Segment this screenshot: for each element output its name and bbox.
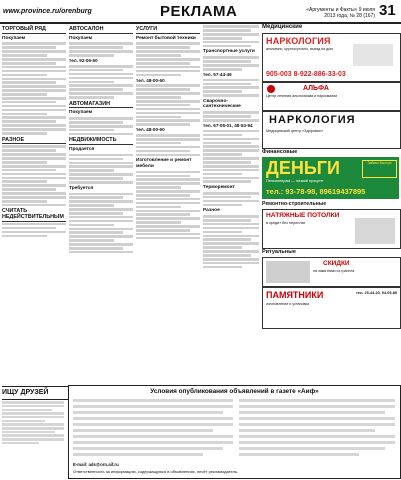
text-line [69,208,133,211]
text-line [69,88,123,91]
subheading-trebuetsya: Требуется [69,185,94,191]
text-line [2,153,66,156]
text-line [2,116,66,119]
ad-title: НАРКОЛОГИЯ [269,114,356,126]
text-line [239,405,395,408]
subheading-pokupaem: Покупаем [69,110,93,116]
text-line [73,411,223,414]
text-line [2,438,64,441]
ad-phone: тел. 57-44-46 [203,71,232,77]
text-line [203,45,251,48]
ad-rail [262,24,399,380]
text-line [239,435,395,438]
heading-avtosalon: АВТОСАЛОН [69,27,133,34]
heading-uslugi: УСЛУГИ [136,27,200,34]
text-line [136,146,200,149]
page-header [0,0,401,24]
text-line [69,177,123,180]
ad-narkologiya[interactable] [262,33,401,82]
text-line [203,204,242,207]
text-line [2,161,47,164]
text-line [203,169,259,172]
text-line [203,215,259,218]
site-url[interactable]: www.province.ru/orenburg [3,8,92,15]
monument-photo [266,261,310,283]
text-line [136,46,190,49]
text-line [69,125,133,128]
column-1 [2,24,66,384]
text-line [2,442,39,445]
text-line [2,105,66,108]
notice-text [2,400,64,462]
text-line [2,62,56,65]
text-line [136,138,200,141]
rail-heading-medical: Медицинские [262,24,303,30]
text-line [136,104,190,107]
text-line [136,70,200,73]
text-line [203,138,259,141]
text-line [136,112,200,115]
text-line [2,165,66,168]
text-line [69,239,114,242]
text-line [136,50,200,53]
text-line [2,196,66,199]
text-line [69,162,133,165]
text-line [69,84,133,87]
text-line [136,66,200,69]
text-line [203,119,259,122]
text-line [136,210,200,213]
heading-raznoe: РАЗНОЕ [2,138,66,145]
rail-heading-finance: Финансовые [262,149,298,155]
text-line [203,223,259,226]
rail-heading-ritual: Ритуальные [262,249,296,255]
text-line [136,58,200,61]
ad-badge: Займы быстро [362,160,397,178]
text-line [136,108,200,111]
text-line [136,217,200,220]
text-line [203,242,259,245]
text-line [69,212,123,215]
ad-title: ДЕНЬГИ [266,158,340,178]
text-line [239,441,395,444]
ad-subtitle: анонимно, круглосуточно, выезд на дом [266,47,333,51]
text-line [69,196,123,199]
column-2 [69,24,133,384]
text-line [2,204,66,207]
text-line [136,92,200,95]
text-line [2,145,66,148]
ad-title: ПАМЯТНИКИ [266,290,324,300]
text-line [2,420,45,423]
text-line [203,90,242,93]
text-line [2,70,66,73]
text-line [69,46,123,49]
text-line [2,74,47,77]
text-line [203,266,242,269]
heading-schitat-nedeystvitelnym: СЧИТАТЬ НЕДЕЙСТВИТЕЛЬНЫМ [2,209,66,221]
text-line [2,405,64,408]
ad-phone: тел. 48-00-60 [136,127,165,133]
text-line [2,128,66,131]
text-line [203,111,259,114]
text-line [239,411,385,414]
text-line [69,169,114,172]
text-line [2,431,55,434]
ad-subtitle: изготовление и установка [266,302,310,306]
text-line [136,134,200,137]
text-line [203,238,251,241]
text-line [203,142,251,145]
text-line [2,93,47,96]
text-line [69,121,123,124]
text-line [136,237,200,240]
text-line [203,130,259,133]
text-line [69,216,133,219]
section-heading: ИЩУ ДРУЗЕЙ [2,389,49,396]
subheading-prodaetsya: Продается [69,146,95,152]
text-line [2,184,66,187]
ad-phone: тел. 92-06-50 [69,58,98,64]
ad-title: АЛЬФА [303,85,329,92]
text-line [2,85,66,88]
text-line [136,119,200,122]
ad-subtitle: в кредит без переплат [266,221,306,225]
ad-potolki[interactable] [262,209,401,249]
text-line [2,231,66,234]
text-line [69,117,133,120]
text-line [69,77,133,80]
text-line [2,409,52,412]
column-4 [203,24,259,384]
text-line [239,423,395,426]
text-line [2,401,64,404]
text-line [2,223,66,226]
text-line [2,192,66,195]
text-line [136,198,200,201]
text-line [203,246,242,249]
text-line [136,175,190,178]
text-line [136,54,181,57]
text-line [73,453,203,456]
text-line [2,89,66,92]
text-line [136,123,190,126]
text-line [69,181,133,184]
text-line [136,100,200,103]
text-line [69,154,133,157]
text-line [2,173,66,176]
ad-subtitle: Центр лечения алкоголизма и наркомании [266,94,338,98]
text-line [2,109,66,112]
column-3 [136,24,200,384]
text-line [203,86,259,89]
text-line [136,206,181,209]
text-line [2,66,66,69]
ad-subtitle: Медицинский центр «Здоровье» [266,129,324,133]
text-line [2,120,56,123]
text-line [203,153,242,156]
text-line [203,231,242,234]
text-line [136,74,181,77]
text-line [203,192,259,195]
text-line [69,251,133,254]
text-line [203,173,242,176]
text-line [69,81,114,84]
subheading-mebel: Изготовление и ремонт мебели [136,158,192,169]
text-line [203,227,259,230]
text-line [2,81,56,84]
subheading-remont-tekhniki: Ремонт бытовой техники [136,35,196,41]
text-line [69,247,123,250]
text-line [203,94,259,97]
text-line [2,46,56,49]
text-line [2,78,66,81]
ad-title: СКИДКИ [323,260,350,267]
text-line [239,453,359,456]
text-line [69,65,133,68]
text-line [69,173,133,176]
conditions-email[interactable]: E-mail: ads@orn.aif.ru [73,462,119,467]
text-line [136,88,190,91]
text-line [2,169,56,172]
text-line [2,177,66,180]
text-line [136,194,190,197]
text-line [2,97,66,100]
text-line [2,113,47,116]
text-line [203,219,251,222]
text-line [203,60,251,63]
cross-icon [267,85,275,93]
text-line [69,96,114,99]
ad-alfa[interactable] [262,82,401,111]
text-line [69,54,114,57]
text-line [69,73,133,76]
text-line [136,233,200,236]
text-line [203,200,259,203]
text-line [136,84,200,87]
text-line [73,435,233,438]
text-line [69,235,133,238]
ad-narkologia-center[interactable] [262,111,401,149]
subheading-pokupaem: Покупаем [69,35,93,41]
ad-dengi[interactable] [262,157,399,199]
clinic-photo [353,44,393,66]
text-line [136,182,200,185]
text-line [69,42,133,45]
text-line [136,202,200,205]
text-line [136,150,190,153]
section-title: РЕКЛАМА [160,3,238,20]
text-line [69,133,133,136]
text-line [69,243,133,246]
text-line [203,250,259,253]
text-line [203,235,259,238]
text-line [2,54,47,57]
text-line [2,412,64,415]
ad-subtitle: на памятники из гранита [313,269,355,273]
text-line [73,441,233,444]
heading-avtomagazin: АВТОМАГАЗИН [69,102,133,109]
text-line [203,196,251,199]
text-line [136,154,200,157]
text-line [136,190,200,193]
text-line [203,149,259,152]
ad-phone: тел.: 93-78-98, 89619437895 [266,187,366,196]
text-line [203,68,242,71]
ad-pamyatniki[interactable] [262,287,401,329]
text-line [136,142,181,145]
conditions-box [68,385,401,479]
ad-title: НАТЯЖНЫЕ ПОТОЛКИ [266,212,340,219]
text-line [136,171,200,174]
text-line [73,417,233,420]
heading-nedvizhimost: НЕДВИЖИМОСТЬ [69,138,133,145]
text-line [2,434,64,437]
text-line [239,399,395,402]
text-line [136,229,190,232]
text-line [2,157,66,160]
text-line [69,231,123,234]
text-line [136,42,200,45]
text-line [136,116,181,119]
text-line [136,96,181,99]
text-line [2,188,56,191]
text-line [203,161,251,164]
text-line [203,165,259,168]
text-line [2,235,47,238]
text-line [2,180,47,183]
text-line [73,429,213,432]
text-line [2,427,64,430]
text-line [136,221,181,224]
text-line [203,115,251,118]
text-line [2,58,66,61]
text-line [203,258,259,261]
text-line [203,254,251,257]
ceiling-photo [355,218,395,244]
text-line [69,193,133,196]
text-line [203,145,259,148]
rail-heading-repair: Ремонтно-строительные [262,201,327,207]
text-line [203,262,259,265]
text-line [2,101,56,104]
text-line [203,157,259,160]
subheading-svarochno: Сварочно-сантехнические [203,98,241,110]
text-line [69,228,133,231]
text-line [69,69,123,72]
text-line [203,41,259,44]
text-line [2,124,66,127]
issue-line: «Аргументы и Факты» 9 июля 2013 года, № 28 (167) [306,7,375,19]
text-line [203,25,259,28]
text-line [69,50,133,53]
text-line [203,64,259,67]
text-line [203,180,251,183]
heading-torgovy-ryad: ТОРГОВЫЙ РЯД [2,27,66,34]
text-line [69,224,114,227]
text-line [203,134,242,137]
text-line [69,92,133,95]
text-line [203,56,259,59]
text-line [136,62,190,65]
text-line [203,177,259,180]
text-line [73,399,233,402]
text-line [2,50,66,53]
text-line [2,416,64,419]
ad-skidki[interactable] [262,257,401,287]
conditions-note: Ответственность за информацию, содержащуюся в объявлениях, несёт рекламодатель. [73,469,239,474]
ad-phone: тел. 48-00-60 [136,77,165,83]
ad-subtitle: Пенсионерам — низкий процент [266,179,324,183]
ad-phone: 905-003 8-922-886-33-03 [266,71,346,78]
text-line [2,423,64,426]
conditions-title: Условия опубликования объявлений в газете «Аиф» [150,388,319,395]
text-line [136,225,200,228]
text-line [2,132,47,135]
subheading-raznoe: Разное [203,208,220,214]
text-line [203,37,242,40]
text-line [69,200,133,203]
text-line [2,42,66,45]
ad-phone: тел. 67-05-01, 48-53-94 [203,123,253,128]
text-line [136,178,200,181]
text-line [69,204,114,207]
text-line [2,227,56,230]
text-line [69,129,114,132]
text-line [73,447,223,450]
text-line [69,158,123,161]
page-number: 31 [379,2,396,19]
text-line [203,79,259,82]
subheading-termoremont: Терморемонт [203,185,235,191]
text-line [203,83,251,86]
subheading-transport: Транспортные услуги [203,49,255,55]
text-line [73,405,233,408]
text-line [203,29,251,32]
text-line [2,149,56,152]
text-line [239,429,375,432]
text-line [69,165,133,168]
text-line [239,447,385,450]
ad-phone: тел. 25-44-20, 94-05-89 [355,291,397,295]
text-line [203,33,259,36]
text-line [73,423,233,426]
subheading-pokupaem: Покупаем [2,35,26,41]
ad-title: НАРКОЛОГИЯ [266,36,331,46]
text-line [136,213,190,216]
text-line [136,186,181,189]
text-line [239,417,395,420]
text-line [2,200,47,203]
text-line [69,220,133,223]
